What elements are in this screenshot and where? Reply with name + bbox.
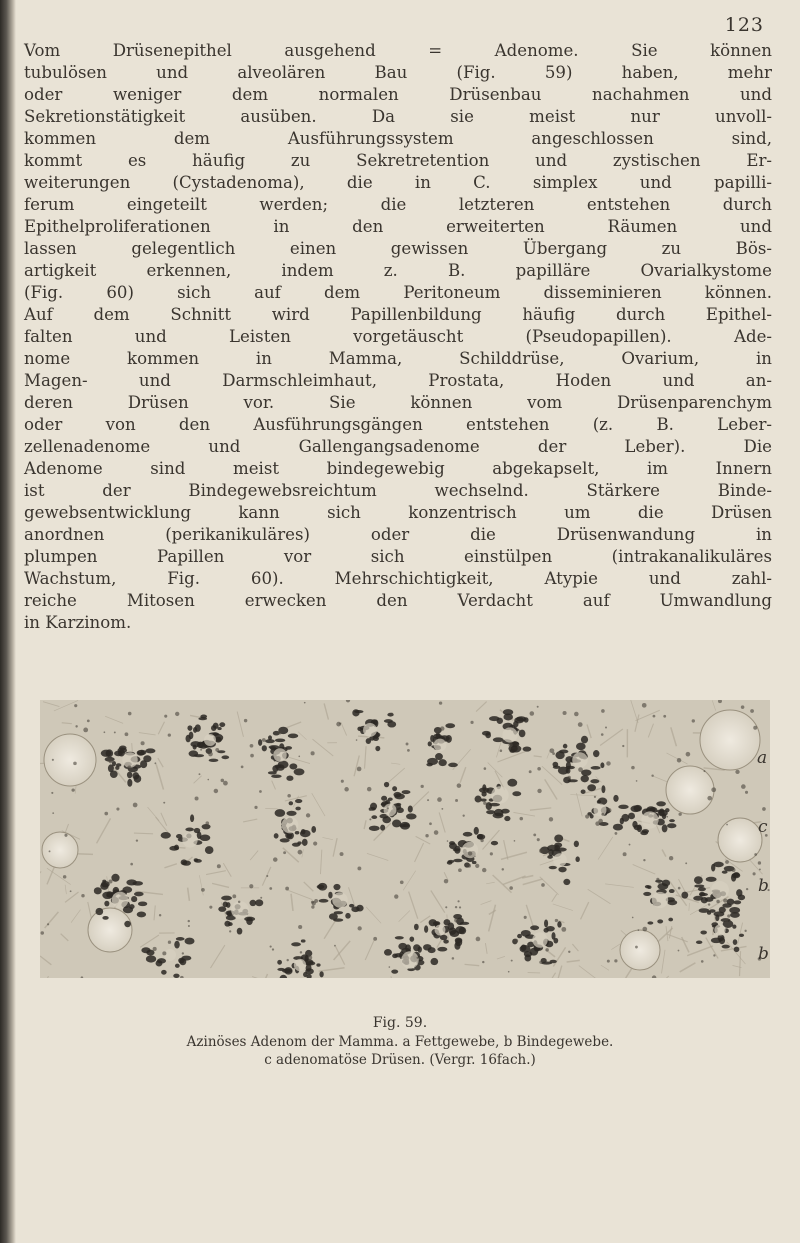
text-line: kommt es häufig zu Sekretretention und zystischen Er- <box>24 151 772 170</box>
text-line: falten und Leisten vorgetäuscht (Pseudopapillen). Ade- <box>24 327 772 346</box>
figure-caption-line: c adenomatöse Drüsen. (Vergr. 16fach.) <box>264 1052 536 1068</box>
text-line: Magen- und Darmschleimhaut, Prostata, Hoden und an- <box>24 371 772 390</box>
text-line: (Fig. 60) sich auf dem Peritoneum disseminieren können. <box>24 283 772 302</box>
text-line: Vom Drüsenepithel ausgehend = Adenome. Sie können <box>24 41 772 60</box>
text-line: plumpen Papillen vor sich einstülpen (intrakanalikuläres <box>24 547 772 566</box>
text-line: Sekretionstätigkeit ausüben. Da sie meist nur unvoll- <box>24 107 772 126</box>
figure-label-a: a <box>757 748 768 768</box>
text-line: ist der Bindegewebsreichtum wechselnd. Stärkere Binde- <box>24 481 772 500</box>
figure-label-b: b <box>758 876 769 896</box>
figure-title: Fig. 59. <box>372 1015 428 1031</box>
text-line: Adenome sind meist bindegewebig abgekapselt, im Innern <box>24 459 772 478</box>
histology-figure <box>40 700 770 978</box>
text-line: deren Drüsen vor. Sie können vom Drüsenparenchym <box>24 393 772 412</box>
text-line: ferum eingeteilt werden; die letzteren entstehen durch <box>24 195 772 214</box>
text-line: reiche Mitosen erwecken den Verdacht auf Umwandlung <box>24 591 772 610</box>
text-line: anordnen (perikanikuläres) oder die Drüsenwandung in <box>24 525 772 544</box>
figure-caption-line: Azinöses Adenom der Mamma. a Fettgewebe, b Bindegewebe. <box>186 1034 614 1050</box>
text-line: oder weniger dem normalen Drüsenbau nachahmen und <box>24 85 772 104</box>
text-line: zellenadenome und Gallengangsadenome der Leber). Die <box>24 437 772 456</box>
body-text <box>24 40 772 634</box>
page-number: 123 <box>724 14 764 36</box>
text-line: weiterungen (Cystadenoma), die in C. simplex und papilli- <box>24 173 772 192</box>
text-line: gewebsentwicklung kann sich konzentrisch um die Drüsen <box>24 503 772 522</box>
figure-label-b-lower: b <box>758 944 769 964</box>
histology-image <box>40 700 770 978</box>
text-line: nome kommen in Mamma, Schilddrüse, Ovarium, in <box>24 349 772 368</box>
text-line: oder von den Ausführungsgängen entstehen (z. B. Leber- <box>24 415 772 434</box>
text-line: Wachstum, Fig. 60). Mehrschichtigkeit, Atypie und zahl- <box>24 569 772 588</box>
text-line: tubulösen und alveolären Bau (Fig. 59) haben, mehr <box>24 63 772 82</box>
text-line: Epithelproliferationen in den erweiterten Räumen und <box>24 217 772 236</box>
text-line: kommen dem Ausführungssystem angeschlossen sind, <box>24 129 772 148</box>
figure-label-c: c <box>758 817 768 837</box>
text-line: lassen gelegentlich einen gewissen Übergang zu Bös- <box>24 239 772 258</box>
text-line: Auf dem Schnitt wird Papillenbildung häufig durch Epithel- <box>24 305 772 324</box>
text-line: artigkeit erkennen, indem z. B. papilläre Ovarialkystome <box>24 261 772 280</box>
text-line: in Karzinom. <box>24 613 132 632</box>
